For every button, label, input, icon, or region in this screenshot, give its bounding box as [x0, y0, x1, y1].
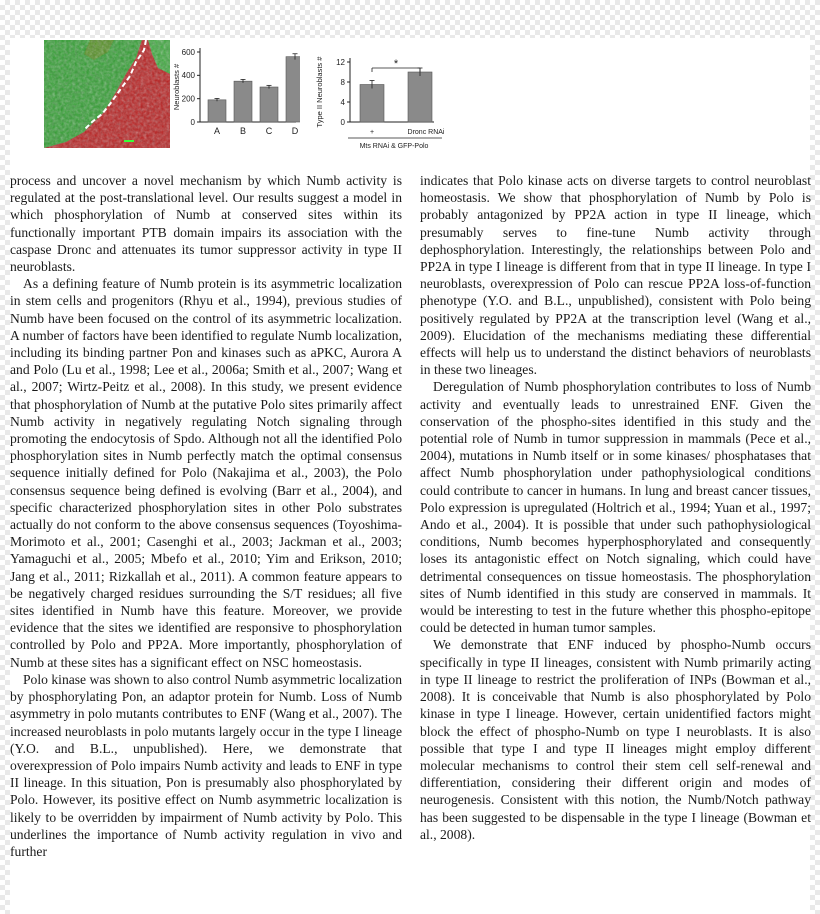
bar — [234, 81, 252, 122]
paragraph: process and uncover a novel mechanism by which Numb activity is regulated at the post-translational level. Our results suggest a model in which phosphorylation of Numb at conserved sites within its functionally important PTB domain impairs its association with the caspase Dronc and attenuates its tumor suppressor activity in type II neuroblasts. — [10, 173, 402, 275]
transparency-background-right — [810, 0, 820, 914]
paragraph: We demonstrate that ENF induced by phospho-Numb occurs specifically in type II lineages, consistent with Numb primarily acting in type II lineage to restrict the proliferation of INPs (Bowman et al., 2008). It is conceivable that Numb is also phosphorylated by Polo kinase in type I lineage. However, certain unidentified factors might block the effect of phospho-Numb on type I neuroblasts. It is also possible that type I and type II lineages might employ different molecular mechanisms to control their stem cell self-renewal and differentiation, considering their different origin and modes of neurogenesis. Consistent with this notion, the Numb/Notch pathway has been suggested to be dispensable in the type I lineage (Bowman et al., 2008). — [420, 637, 811, 842]
paragraph: As a defining feature of Numb protein is its asymmetric localization in stem cells and progenitors (Rhyu et al., 1994), previous studies of Numb have been focused on the control of its asymmetric localization. A number of factors have been identified to regulate Numb localization, including its binding partner Pon and kinases such as aPKC, Aurora A and Polo (Lu et al., 1998; Lee et al., 2006a; Smith et al., 2007; Wang et al., 2007; Wirtz-Peitz et al., 2008). In this study, we present evidence that phosphorylation of Numb at the putative Polo sites primarily affect Numb activity in negatively regulating Notch signaling through promoting the endocytosis of Spdo. Although not all the identified Polo phosphorylation sites in Numb perfectly match the optimal consensus sequence initially defined for Polo (Nakajima et al., 2003), the Polo consensus sequence being defined is evolving (Barr et al., 2004), and specific characterized phosphorylation sites in other Polo substrates actually do not conform to the above consensus sequences (Toyoshima-Morimoto et al., 2001; Casenghi et al., 2003; Jackman et al., 2003; Yamaguchi et al., 2005; Mbefo et al., 2010; Yim and Erikson, 2010; Jang et al., 2011; Rizkallah et al., 2011). A common feature appears to be negatively charged residues surrounding the S/T residues; all five sites identified in Numb have this feature. Moreover, we provide evidence that the sites we identified are responsive to phosphorylation controlled by Polo and PP2A. More importantly, phosphorylation of Numb at these sites has a significant effect on NSC homeostasis. — [10, 276, 402, 670]
y-axis-label: Neuroblasts # — [172, 63, 181, 111]
significance-star: * — [393, 58, 399, 70]
paragraph: indicates that Polo kinase acts on diverse targets to control neuroblast homeostasis. We show that phosphorylation of Numb by Polo is probably antagonized by PP2A action in type II lineage, which presumably serves to fine-tune Numb activity through dephosphorylation. Interestingly, the relationships between Polo and PP2A in type I lineage is different from that in type II lineage. In type I neuroblasts, overexpression of Polo can rescue PP2A loss-of-function phenotype (Y.O. and B.L., unpublished), consistent with Polo being positively regulated by PP2A at the transcription level (Wang et al., 2009). Elucidation of the mechanisms mediating these differential effects will help us to understand the distinct behaviors of neuroblasts in these two lineages. — [420, 173, 811, 378]
scale-bar — [124, 140, 134, 142]
category-label-control: + — [369, 129, 375, 136]
paragraph: Polo kinase was shown to also control Numb asymmetric localization by phosphorylating Pon, an adaptor protein for Numb. Loss of Numb asymmetry in polo mutants contributes to ENF (Wang et al., 2007). The increased neuroblasts in polo mutants largely occur in the type I lineage (Y.O. and B.L., unpublished). Here, we demonstrate that overexpression of Polo impairs Numb activity and leads to ENF in type II lineage. In this situation, Pon is presumably also phosphorylated by Polo. However, its positive effect on Numb asymmetric localization is likely to be overridden by impairment of Numb activity by Polo. This underlines the importance of Numb activity regulation in vivo and further — [10, 671, 402, 859]
bar — [260, 87, 278, 122]
y-tick-label: 200 — [181, 94, 195, 104]
type-ii-neuroblast-chart — [308, 38, 458, 166]
category-label: A — [213, 126, 221, 136]
transparency-background-top — [0, 0, 820, 38]
category-label: C — [265, 126, 273, 136]
y-tick-label: 4 — [340, 97, 345, 107]
transparency-background-left — [0, 0, 10, 914]
micrograph-image — [44, 40, 170, 148]
right-text-column — [420, 172, 811, 843]
left-text-column — [10, 172, 402, 860]
y-tick-label: 0 — [190, 117, 195, 127]
y-tick-label: 400 — [181, 71, 195, 81]
category-label: D — [291, 126, 299, 136]
category-label: B — [239, 126, 247, 136]
y-tick-label: 600 — [181, 47, 195, 57]
micrograph-svg — [44, 40, 170, 148]
paragraph: Deregulation of Numb phosphorylation contributes to loss of Numb activity and eventually leads to unrestrained ENF. Given the conservation of the phospho-sites identified in this study and the potential role of Numb in tumor suppression in mammals (Pece et al., 2004), mutations in Numb itself or in some kinases/ phosphatases that affect Numb phosphorylation under pathophysiological conditions could contribute to cancer in humans. In lung and breast cancer tissues, Polo expression is upregulated (Holtrich et al., 1994; Yuan et al., 1997; Ando et al., 2004). It is possible that under such pathophysiological conditions, Numb becomes hyperphosphorylated and consequently loses its antagonistic effect on Notch signaling, which could have detrimental consequences on tissue homeostasis. The phosphorylation sites of Numb identified in this study are conserved in mammals. It would be interesting to test in the future whether this phospho-epitope could be detected in human tumor samples. — [420, 379, 811, 636]
neuroblast-count-chart — [170, 38, 300, 148]
bar — [208, 100, 226, 122]
x-axis-condition-label: Mts RNAi & GFP-Polo — [359, 143, 429, 150]
bar — [408, 72, 432, 122]
texture-overlay — [44, 40, 170, 148]
y-axis-label: Type II Neuroblasts # — [315, 56, 324, 128]
bar — [286, 57, 300, 122]
figure — [10, 38, 810, 166]
y-tick-label: 8 — [340, 77, 345, 87]
category-label-dronc: Dronc RNAi — [407, 129, 445, 136]
y-tick-label: 0 — [340, 117, 345, 127]
y-tick-label: 12 — [336, 57, 345, 67]
bar — [360, 85, 384, 123]
